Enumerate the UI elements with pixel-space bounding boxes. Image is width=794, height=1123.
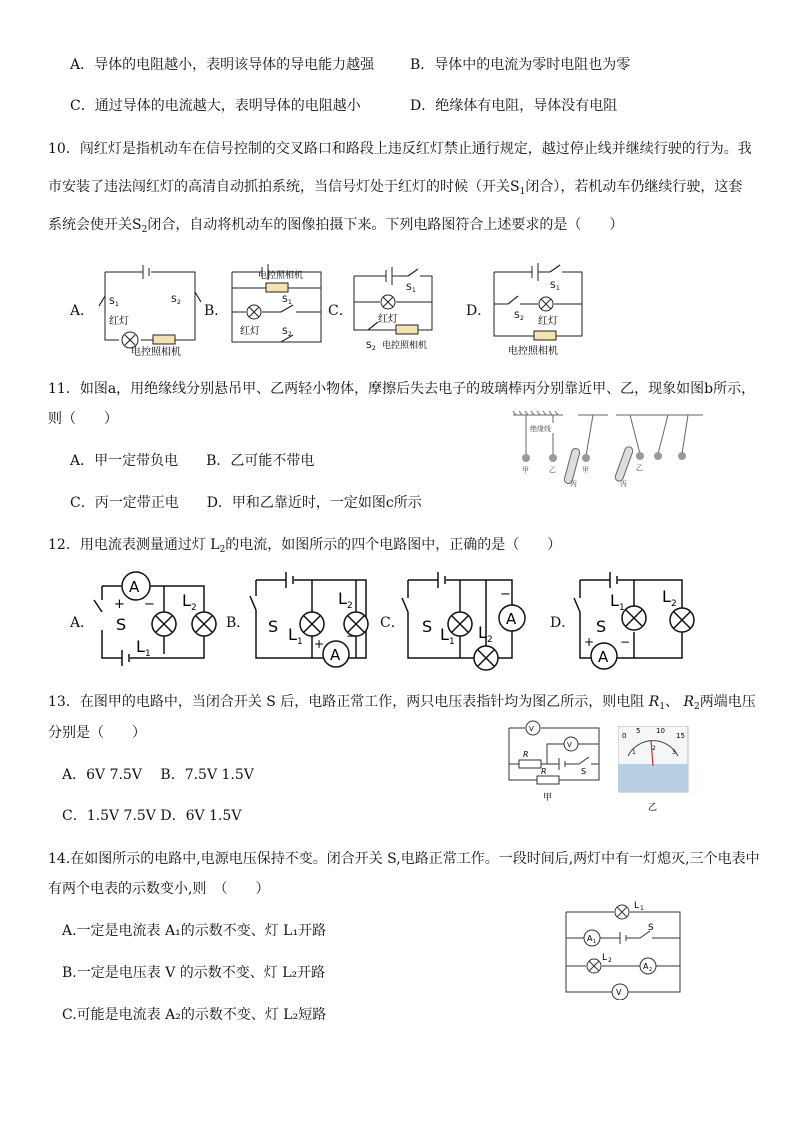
svg-text:S: S — [116, 615, 127, 634]
svg-text:1: 1 — [632, 749, 636, 756]
svg-text:2: 2 — [520, 315, 524, 322]
svg-text:S: S — [550, 281, 556, 291]
svg-text:1: 1 — [593, 939, 597, 945]
svg-text:V: V — [616, 988, 622, 997]
svg-text:S: S — [581, 767, 587, 776]
svg-text:2: 2 — [177, 299, 181, 306]
q13-stem-line1: 13．在图甲的电路中，当闭合开关 S 后，电路正常工作，两只电压表指针均为图乙所示，则电阻 $R_1$、 $R_2$两端电压 — [48, 694, 756, 712]
svg-text:A: A — [598, 648, 609, 666]
q9-option-a: A．导体的电阻越小，表明该导体的导电能力越强 — [70, 57, 375, 73]
svg-text:S: S — [422, 617, 433, 636]
svg-text:S: S — [366, 341, 372, 351]
svg-text:丙: 丙 — [570, 480, 577, 488]
svg-text:5: 5 — [636, 727, 641, 735]
q9-option-b: B．导体中的电流为零时电阻也为零 — [410, 57, 631, 73]
q9-option-c: C．通过导体的电流越大，表明导体的电阻越小 — [70, 98, 361, 114]
q10-stem-line2: 市安装了违法闯红灯的高清自动抓拍系统，当信号灯处于红灯的时候（开关$S_1$闭合），若机动车仍继续行驶，这套 — [48, 179, 743, 197]
svg-text:L: L — [136, 637, 145, 656]
q10-label-b: B． — [204, 303, 229, 319]
svg-text:2: 2 — [372, 345, 376, 352]
svg-text:2: 2 — [487, 635, 493, 645]
q12-circuit-a — [92, 570, 222, 670]
svg-text:2: 2 — [608, 957, 612, 964]
svg-text:电控照相机: 电控照相机 — [508, 346, 558, 357]
svg-text:红灯: 红灯 — [109, 316, 129, 327]
svg-text:红灯: 红灯 — [240, 326, 260, 337]
svg-text:L: L — [440, 625, 449, 644]
svg-text:2: 2 — [671, 599, 677, 609]
svg-text:1: 1 — [640, 905, 644, 912]
svg-text:A: A — [506, 610, 517, 628]
svg-text:−: − — [144, 597, 155, 612]
q12-label-c: C． — [380, 615, 405, 631]
q11-options-cd: C．丙一定带正电 D．甲和乙靠近时，一定如图c所示 — [70, 495, 422, 511]
svg-text:甲: 甲 — [582, 466, 589, 474]
q9-option-d: D．绝缘体有电阻，导体没有电阻 — [410, 98, 618, 114]
svg-text:红灯: 红灯 — [538, 316, 558, 327]
svg-text:A: A — [643, 962, 649, 971]
svg-text:L: L — [634, 901, 640, 911]
q14-option-a: A.一定是电流表 A₁的示数不变、灯 L₁开路 — [62, 923, 327, 939]
q12-circuit-d — [570, 570, 700, 670]
q13-options-cd: C．1.5V 7.5V D．6V 1.5V — [62, 808, 242, 824]
q14-stem-line2: 有两个电表的示数变小,则 （ ） — [48, 881, 270, 897]
svg-text:2: 2 — [649, 967, 653, 973]
svg-text:A: A — [587, 934, 593, 943]
q13-options-ab: A．6V 7.5V B．7.5V 1.5V — [62, 767, 254, 783]
svg-text:绝缘线: 绝缘线 — [530, 425, 551, 433]
svg-text:1: 1 — [297, 637, 303, 647]
svg-text:1: 1 — [115, 301, 119, 308]
q14-circuit — [562, 900, 687, 1000]
q12-circuit-b — [248, 570, 378, 670]
svg-text:S: S — [596, 617, 607, 636]
svg-text:2: 2 — [191, 603, 197, 613]
q10-circuit-d — [488, 262, 588, 357]
q14-option-b: B.一定是电压表 V 的示数不变、灯 L₂开路 — [62, 965, 326, 981]
svg-text:电控照相机: 电控照相机 — [258, 271, 304, 281]
svg-text:2: 2 — [347, 601, 353, 611]
svg-text:V: V — [529, 725, 534, 733]
svg-text:15: 15 — [676, 732, 685, 740]
svg-text:L: L — [338, 589, 347, 608]
q10-stem-line1: 10．闯红灯是指机动车在信号控制的交叉路口和路段上违反红灯禁止通行规定，越过停止线并继续行驶的行为。我 — [48, 141, 752, 157]
q10-stem-line3: 系统会使开关$S_2$闭合，自动将机动车的图像拍摄下来。下列电路图符合上述要求的是（ ） — [48, 217, 624, 235]
svg-text:乙: 乙 — [636, 464, 643, 472]
svg-text:1: 1 — [288, 299, 292, 306]
q12-stem: 12．用电流表测量通过灯 $L_2$的电流，如图所示的四个电路图中，正确的是（ ） — [48, 537, 562, 555]
svg-text:+: + — [314, 637, 325, 651]
svg-text:红灯: 红灯 — [378, 314, 398, 325]
svg-text:+: + — [584, 635, 595, 649]
q11-figure — [508, 410, 708, 490]
svg-text:L: L — [182, 591, 191, 610]
svg-text:S: S — [406, 283, 412, 293]
q14-stem-line1: 14.在如图所示的电路中,电源电压保持不变。闭合开关 S,电路正常工作。一段时间后,两灯中有一灯熄灭,三个电表中 — [48, 851, 760, 867]
svg-text:1: 1 — [412, 287, 416, 294]
svg-text:+: + — [114, 597, 125, 612]
svg-text:丙: 丙 — [620, 480, 627, 488]
svg-text:1: 1 — [619, 603, 625, 613]
svg-text:L: L — [478, 623, 487, 642]
svg-text:S: S — [282, 295, 288, 305]
svg-text:L: L — [602, 953, 608, 963]
q10-circuit-c — [348, 262, 448, 354]
svg-text:电控照相机: 电控照相机 — [131, 347, 181, 357]
svg-text:L: L — [288, 625, 297, 644]
svg-text:V: V — [567, 741, 572, 749]
q12-circuit-c — [400, 570, 530, 675]
svg-text:L: L — [662, 587, 671, 606]
svg-text:乙: 乙 — [549, 466, 556, 474]
svg-text:A: A — [129, 578, 140, 596]
svg-text:10: 10 — [656, 727, 665, 735]
svg-text:电控照相机: 电控照相机 — [382, 341, 428, 351]
svg-text:−: − — [500, 587, 511, 602]
svg-text:−: − — [346, 629, 357, 643]
svg-text:A: A — [330, 646, 341, 664]
q12-label-a: A． — [70, 615, 95, 631]
q14-option-c: C.可能是电流表 A₂的示数不变、灯 L₂短路 — [62, 1007, 327, 1023]
svg-text:R: R — [523, 750, 529, 759]
svg-text:S: S — [514, 311, 520, 321]
svg-text:S: S — [282, 327, 288, 337]
q10-circuit-b — [226, 262, 328, 354]
svg-text:S: S — [109, 297, 115, 307]
q12-label-b: B． — [226, 615, 251, 631]
svg-text:S: S — [171, 295, 177, 305]
svg-text:S: S — [268, 617, 279, 636]
q10-label-a: A． — [70, 303, 95, 319]
svg-text:L: L — [610, 591, 619, 610]
q11-options-ab: A．甲一定带负电 B．乙可能不带电 — [70, 453, 315, 469]
q10-label-c: C． — [328, 303, 353, 319]
svg-text:1: 1 — [145, 649, 151, 659]
svg-text:0: 0 — [622, 732, 627, 740]
q12-label-d: D． — [550, 615, 576, 631]
svg-text:−: − — [620, 635, 631, 649]
q11-stem-line1: 11．如图a，用绝缘线分别悬吊甲、乙两轻小物体，摩擦后失去电子的玻璃棒丙分别靠近甲、乙，现象如图b所示， — [48, 381, 756, 397]
q13-circuit-jia — [503, 720, 603, 810]
svg-text:S: S — [648, 923, 654, 933]
q11-stem-line2: 则（ ） — [48, 411, 118, 427]
q10-label-d: D． — [466, 303, 492, 319]
svg-text:甲: 甲 — [543, 793, 553, 803]
svg-text:2: 2 — [652, 745, 656, 752]
svg-text:R: R — [541, 767, 547, 776]
svg-text:1: 1 — [556, 285, 560, 292]
svg-text:3: 3 — [672, 749, 676, 756]
svg-text:乙: 乙 — [648, 803, 658, 813]
svg-text:1: 1 — [449, 637, 455, 647]
svg-text:2: 2 — [288, 331, 292, 338]
q13-stem-line2: 分别是（ ） — [48, 725, 146, 741]
svg-text:甲: 甲 — [522, 466, 529, 474]
q10-circuit-a — [95, 262, 205, 357]
q13-voltmeter-dial — [618, 726, 690, 816]
